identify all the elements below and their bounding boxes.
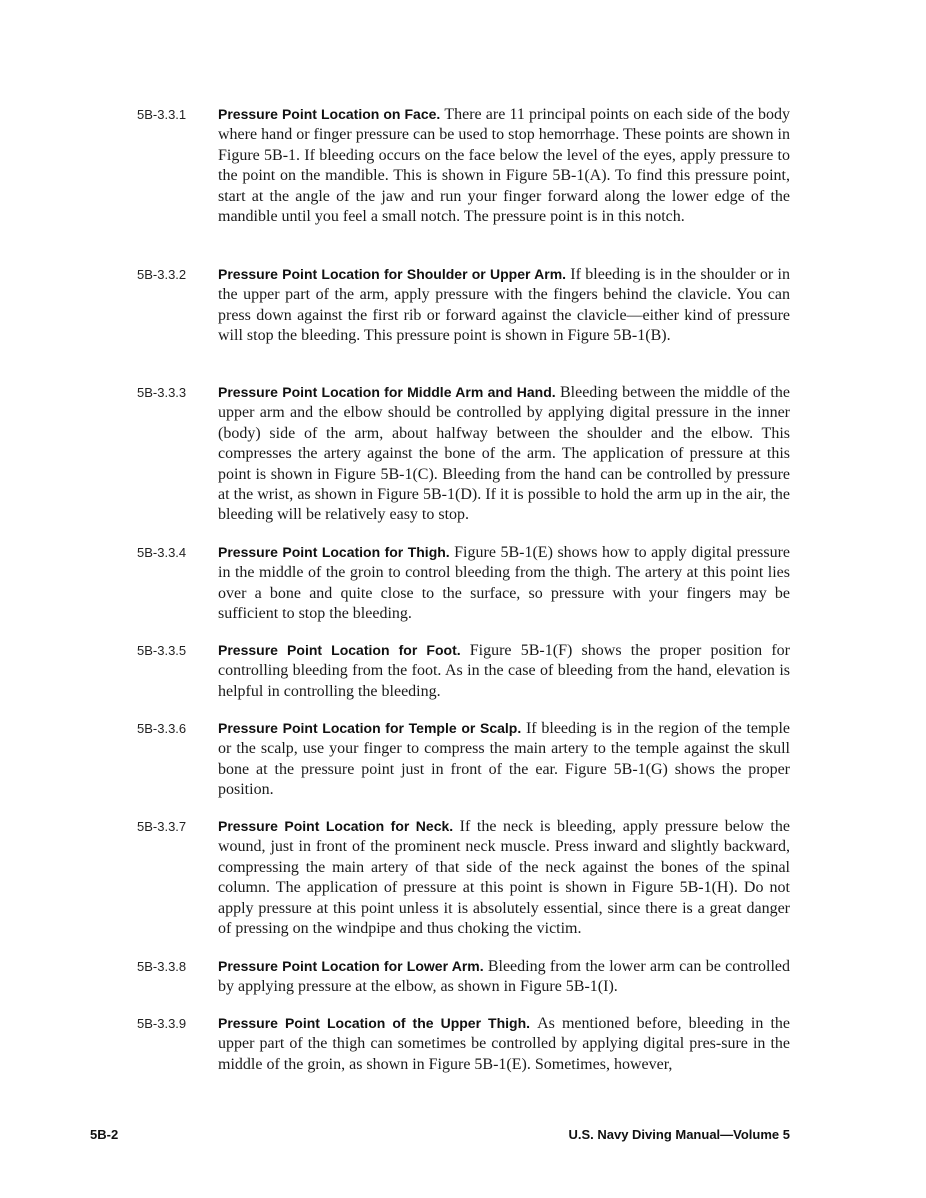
section-5b-3-3-6 [137, 718, 790, 801]
section-number: 5B-3.3.2 [137, 267, 187, 282]
section-number: 5B-3.3.4 [137, 545, 187, 560]
section-number: 5B-3.3.8 [137, 959, 187, 974]
section-title: Pressure Point Location for Thigh. [218, 544, 455, 560]
section-text: Bleeding between the middle of the upper arm and the elbow should be controlled by applying digital pressure in the inner (body) side of the arm, about halfway between the shoulder and the elbow. This compresses the artery against the bone of the arm. The application of pressure at this point is shown in Figure 5B-1(C). Bleeding from the hand can be controlled by pressure at the wrist, as shown in Figure 5B-1(D). If it is possible to hold the arm up in the air, the bleeding will be relatively easy to stop. [218, 384, 790, 524]
section-title: Pressure Point Location for Lower Arm. [218, 958, 488, 974]
section-number: 5B-3.3.7 [137, 819, 187, 834]
section-text: If bleeding is in the shoulder or in the upper part of the arm, apply pressure with the fingers behind the clavicle. You can press down against the first rib or forward against the clavicle—either kind of pressure will stop the bleeding. This pressure point is shown in Figure 5B-1(B). [218, 266, 790, 345]
section-text: Bleeding from the lower arm can be controlled by applying pressure at the elbow, as shown in Figure 5B-1(I). [218, 958, 791, 996]
section-title: Pressure Point Location for Foot. [218, 642, 470, 658]
section-body [218, 264, 790, 347]
page-number: 5B-2 [90, 1127, 119, 1142]
section-body [218, 1013, 790, 1075]
section-title: Pressure Point Location for Shoulder or Upper Arm. [218, 266, 571, 282]
section-body [218, 640, 790, 702]
section-body [218, 104, 790, 227]
section-title: Pressure Point Location for Neck. [218, 818, 460, 834]
section-5b-3-3-7 [137, 816, 790, 939]
section-5b-3-3-4 [137, 542, 790, 625]
section-text: If bleeding is in the region of the temple or the scalp, use your finger to compress the main artery to the temple against the skull bone at the pressure point just in front of the ear. Figure 5B-1(G) shows the proper position. [218, 720, 790, 799]
section-number: 5B-3.3.9 [137, 1016, 187, 1031]
section-number: 5B-3.3.1 [137, 107, 187, 122]
section-number: 5B-3.3.5 [137, 643, 187, 658]
section-text: As mentioned before, bleeding in the upper part of the thigh can sometimes be controlled by applying digital pres-sure in the middle of the groin, as shown in Figure 5B-1(E). Sometimes, however, [218, 1015, 790, 1073]
section-5b-3-3-5 [137, 640, 790, 702]
section-5b-3-3-3 [137, 382, 790, 526]
section-body [218, 542, 790, 625]
section-title: Pressure Point Location for Temple or Scalp. [218, 720, 526, 736]
publication-title: U.S. Navy Diving Manual—Volume 5 [568, 1127, 790, 1142]
section-body [218, 816, 790, 939]
section-body [218, 956, 790, 998]
section-5b-3-3-8 [137, 956, 790, 998]
section-body [218, 718, 790, 801]
section-number: 5B-3.3.6 [137, 721, 187, 736]
section-text: Figure 5B-1(E) shows how to apply digital pressure in the middle of the groin to control bleeding from the thigh. The artery at this point lies over a bone and quite close to the surface, so pressure with your fingers may be sufficient to stop the bleeding. [218, 544, 790, 623]
section-5b-3-3-9 [137, 1013, 790, 1075]
section-title: Pressure Point Location of the Upper Thigh. [218, 1015, 538, 1031]
section-text: If the neck is bleeding, apply pressure below the wound, just in front of the prominent neck muscle. Press inward and slightly backward, compressing the main artery of that side of the neck against the bones of the spinal column. The application of pressure at this point is shown in Figure 5B-1(H). Do not apply pressure at this point unless it is absolutely essential, since there is a great danger of pressing on the windpipe and thus choking the victim. [218, 818, 790, 938]
section-title: Pressure Point Location on Face. [218, 106, 445, 122]
section-body [218, 382, 790, 526]
section-text: There are 11 principal points on each side of the body where hand or finger pressure can be used to stop hemorrhage. These points are shown in Figure 5B-1. If bleeding occurs on the face below the level of the eyes, apply pressure to the point on the mandible. This is shown in Figure 5B-1(A). To find this pressure point, start at the angle of the jaw and run your finger forward along the lower edge of the mandible until you feel a small notch. The pressure point is in this notch. [218, 106, 790, 226]
section-number: 5B-3.3.3 [137, 385, 187, 400]
section-title: Pressure Point Location for Middle Arm and Hand. [218, 384, 560, 400]
section-text: Figure 5B-1(F) shows the proper position for controlling bleeding from the foot. As in the case of bleeding from the hand, elevation is helpful in controlling the bleeding. [218, 642, 791, 700]
section-5b-3-3-2 [137, 264, 790, 347]
section-5b-3-3-1 [137, 104, 790, 227]
